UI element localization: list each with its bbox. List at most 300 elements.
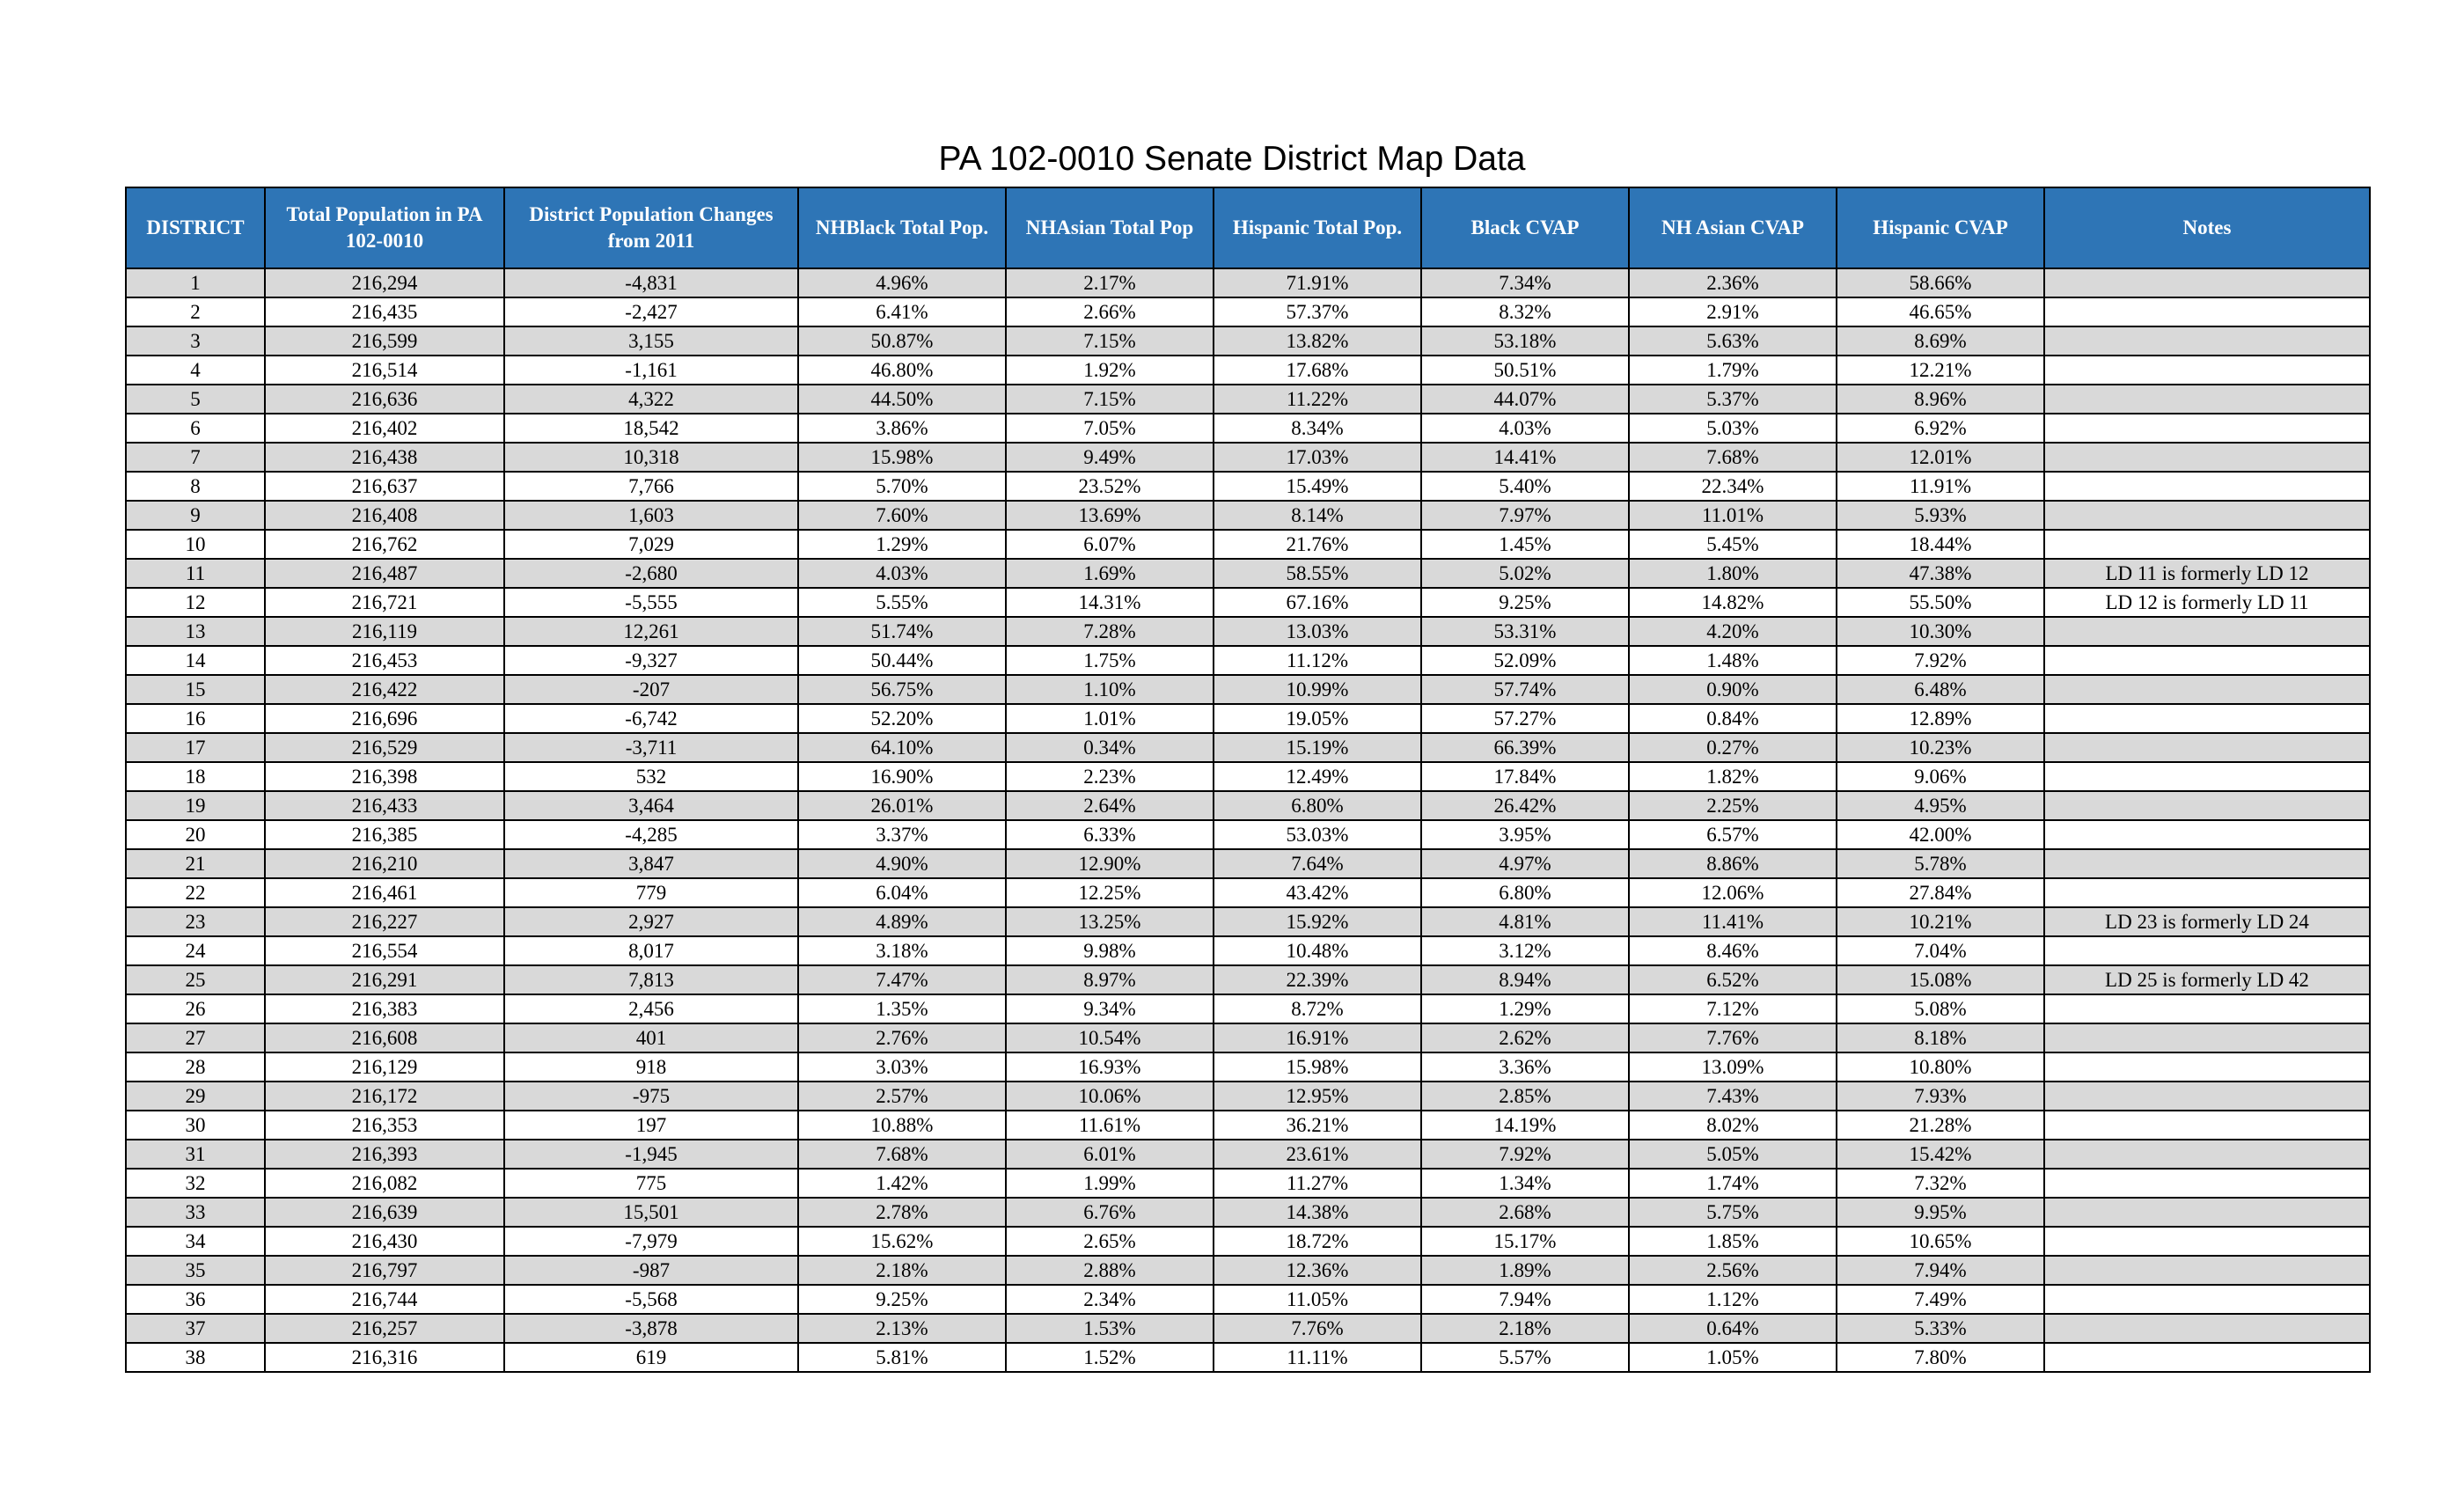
nhasian-total-pop-cell: 2.65% (1006, 1227, 1214, 1256)
hispanic-cvap-cell: 6.92% (1837, 414, 2044, 443)
nhasian-total-pop-cell: 6.07% (1006, 530, 1214, 559)
hispanic-total-pop-cell: 7.76% (1214, 1314, 1421, 1343)
nhblack-total-pop-cell: 64.10% (798, 733, 1006, 762)
district-cell: 21 (126, 849, 265, 878)
total-population-cell: 216,639 (265, 1198, 504, 1227)
nhblack-total-pop-cell: 2.13% (798, 1314, 1006, 1343)
table-row (126, 1256, 2370, 1285)
hispanic-cvap-cell: 7.93% (1837, 1082, 2044, 1111)
population-change-cell: 7,029 (504, 530, 798, 559)
district-cell: 8 (126, 472, 265, 501)
nhasian-total-pop-cell: 6.76% (1006, 1198, 1214, 1227)
hispanic-cvap-cell: 7.04% (1837, 936, 2044, 965)
population-change-cell: -2,427 (504, 297, 798, 326)
total-population-cell: 216,353 (265, 1111, 504, 1140)
population-change-cell: 15,501 (504, 1198, 798, 1227)
black-cvap-cell: 8.94% (1421, 965, 1629, 994)
total-population-cell: 216,119 (265, 617, 504, 646)
nh-asian-cvap-cell: 5.03% (1629, 414, 1837, 443)
nhasian-total-pop-cell: 10.54% (1006, 1023, 1214, 1052)
notes-cell (2044, 617, 2370, 646)
total-population-cell: 216,696 (265, 704, 504, 733)
black-cvap-cell: 66.39% (1421, 733, 1629, 762)
table-row (126, 530, 2370, 559)
table-row (126, 1111, 2370, 1140)
notes-cell (2044, 356, 2370, 385)
black-cvap-cell: 8.32% (1421, 297, 1629, 326)
notes-cell (2044, 849, 2370, 878)
table-row (126, 675, 2370, 704)
column-header-district: DISTRICT (126, 187, 265, 268)
black-cvap-cell: 50.51% (1421, 356, 1629, 385)
nhblack-total-pop-cell: 2.76% (798, 1023, 1006, 1052)
total-population-cell: 216,435 (265, 297, 504, 326)
black-cvap-cell: 3.36% (1421, 1052, 1629, 1082)
hispanic-cvap-cell: 10.21% (1837, 907, 2044, 936)
district-data-table (125, 187, 2371, 1373)
nhasian-total-pop-cell: 13.69% (1006, 501, 1214, 530)
table-row (126, 878, 2370, 907)
column-header-total-population: Total Population in PA 102-0010 (265, 187, 504, 268)
district-cell: 5 (126, 385, 265, 414)
population-change-cell: 2,456 (504, 994, 798, 1023)
hispanic-total-pop-cell: 19.05% (1214, 704, 1421, 733)
hispanic-total-pop-cell: 67.16% (1214, 588, 1421, 617)
page-title: PA 102-0010 Senate District Map Data (938, 140, 1526, 178)
nhblack-total-pop-cell: 4.90% (798, 849, 1006, 878)
hispanic-total-pop-cell: 8.34% (1214, 414, 1421, 443)
table-row (126, 1343, 2370, 1372)
hispanic-total-pop-cell: 22.39% (1214, 965, 1421, 994)
nhasian-total-pop-cell: 16.93% (1006, 1052, 1214, 1082)
hispanic-total-pop-cell: 17.68% (1214, 356, 1421, 385)
table-row (126, 588, 2370, 617)
hispanic-total-pop-cell: 11.27% (1214, 1169, 1421, 1198)
nhblack-total-pop-cell: 51.74% (798, 617, 1006, 646)
total-population-cell: 216,529 (265, 733, 504, 762)
hispanic-cvap-cell: 7.92% (1837, 646, 2044, 675)
table-row (126, 1285, 2370, 1314)
notes-cell (2044, 326, 2370, 356)
hispanic-total-pop-cell: 12.36% (1214, 1256, 1421, 1285)
nhasian-total-pop-cell: 10.06% (1006, 1082, 1214, 1111)
nhblack-total-pop-cell: 2.18% (798, 1256, 1006, 1285)
hispanic-cvap-cell: 5.33% (1837, 1314, 2044, 1343)
nh-asian-cvap-cell: 1.05% (1629, 1343, 1837, 1372)
notes-cell (2044, 878, 2370, 907)
district-cell: 18 (126, 762, 265, 791)
hispanic-cvap-cell: 21.28% (1837, 1111, 2044, 1140)
nhblack-total-pop-cell: 50.44% (798, 646, 1006, 675)
district-cell: 38 (126, 1343, 265, 1372)
column-header-hispanic-cvap: Hispanic CVAP (1837, 187, 2044, 268)
table-row (126, 1227, 2370, 1256)
nh-asian-cvap-cell: 7.68% (1629, 443, 1837, 472)
table-row (126, 414, 2370, 443)
hispanic-total-pop-cell: 17.03% (1214, 443, 1421, 472)
district-cell: 10 (126, 530, 265, 559)
nhblack-total-pop-cell: 3.86% (798, 414, 1006, 443)
table-row (126, 646, 2370, 675)
nh-asian-cvap-cell: 2.25% (1629, 791, 1837, 820)
hispanic-cvap-cell: 47.38% (1837, 559, 2044, 588)
population-change-cell: 918 (504, 1052, 798, 1082)
total-population-cell: 216,294 (265, 268, 504, 297)
black-cvap-cell: 1.89% (1421, 1256, 1629, 1285)
nh-asian-cvap-cell: 1.48% (1629, 646, 1837, 675)
hispanic-cvap-cell: 7.94% (1837, 1256, 2044, 1285)
black-cvap-cell: 44.07% (1421, 385, 1629, 414)
hispanic-cvap-cell: 5.08% (1837, 994, 2044, 1023)
nh-asian-cvap-cell: 0.64% (1629, 1314, 1837, 1343)
total-population-cell: 216,430 (265, 1227, 504, 1256)
hispanic-total-pop-cell: 15.49% (1214, 472, 1421, 501)
hispanic-cvap-cell: 7.80% (1837, 1343, 2044, 1372)
notes-cell (2044, 675, 2370, 704)
population-change-cell: -6,742 (504, 704, 798, 733)
nh-asian-cvap-cell: 0.84% (1629, 704, 1837, 733)
total-population-cell: 216,438 (265, 443, 504, 472)
nhblack-total-pop-cell: 5.70% (798, 472, 1006, 501)
total-population-cell: 216,636 (265, 385, 504, 414)
district-cell: 33 (126, 1198, 265, 1227)
nhasian-total-pop-cell: 11.61% (1006, 1111, 1214, 1140)
table-row (126, 1198, 2370, 1227)
total-population-cell: 216,797 (265, 1256, 504, 1285)
district-cell: 6 (126, 414, 265, 443)
hispanic-total-pop-cell: 12.95% (1214, 1082, 1421, 1111)
nhasian-total-pop-cell: 9.98% (1006, 936, 1214, 965)
district-cell: 12 (126, 588, 265, 617)
nhasian-total-pop-cell: 1.99% (1006, 1169, 1214, 1198)
population-change-cell: 197 (504, 1111, 798, 1140)
table-row (126, 443, 2370, 472)
district-cell: 29 (126, 1082, 265, 1111)
nhasian-total-pop-cell: 6.33% (1006, 820, 1214, 849)
total-population-cell: 216,385 (265, 820, 504, 849)
column-header-notes: Notes (2044, 187, 2370, 268)
hispanic-cvap-cell: 8.18% (1837, 1023, 2044, 1052)
black-cvap-cell: 15.17% (1421, 1227, 1629, 1256)
population-change-cell: -987 (504, 1256, 798, 1285)
black-cvap-cell: 6.80% (1421, 878, 1629, 907)
hispanic-cvap-cell: 15.08% (1837, 965, 2044, 994)
population-change-cell: 619 (504, 1343, 798, 1372)
nhblack-total-pop-cell: 1.35% (798, 994, 1006, 1023)
nhblack-total-pop-cell: 7.68% (798, 1140, 1006, 1169)
total-population-cell: 216,461 (265, 878, 504, 907)
black-cvap-cell: 1.34% (1421, 1169, 1629, 1198)
total-population-cell: 216,129 (265, 1052, 504, 1082)
notes-cell (2044, 443, 2370, 472)
hispanic-total-pop-cell: 13.03% (1214, 617, 1421, 646)
nhblack-total-pop-cell: 4.03% (798, 559, 1006, 588)
total-population-cell: 216,453 (265, 646, 504, 675)
table-row (126, 617, 2370, 646)
nh-asian-cvap-cell: 1.74% (1629, 1169, 1837, 1198)
total-population-cell: 216,172 (265, 1082, 504, 1111)
table-row (126, 472, 2370, 501)
population-change-cell: 12,261 (504, 617, 798, 646)
black-cvap-cell: 3.12% (1421, 936, 1629, 965)
nh-asian-cvap-cell: 13.09% (1629, 1052, 1837, 1082)
hispanic-cvap-cell: 5.78% (1837, 849, 2044, 878)
hispanic-cvap-cell: 6.48% (1837, 675, 2044, 704)
notes-cell (2044, 1140, 2370, 1169)
hispanic-total-pop-cell: 13.82% (1214, 326, 1421, 356)
nhasian-total-pop-cell: 2.64% (1006, 791, 1214, 820)
nh-asian-cvap-cell: 1.12% (1629, 1285, 1837, 1314)
notes-cell: LD 12 is formerly LD 11 (2044, 588, 2370, 617)
hispanic-cvap-cell: 11.91% (1837, 472, 2044, 501)
district-cell: 23 (126, 907, 265, 936)
district-cell: 25 (126, 965, 265, 994)
hispanic-cvap-cell: 5.93% (1837, 501, 2044, 530)
nhasian-total-pop-cell: 2.23% (1006, 762, 1214, 791)
hispanic-cvap-cell: 7.32% (1837, 1169, 2044, 1198)
population-change-cell: -4,831 (504, 268, 798, 297)
nh-asian-cvap-cell: 11.01% (1629, 501, 1837, 530)
nhasian-total-pop-cell: 1.52% (1006, 1343, 1214, 1372)
nh-asian-cvap-cell: 1.85% (1629, 1227, 1837, 1256)
total-population-cell: 216,383 (265, 994, 504, 1023)
district-cell: 37 (126, 1314, 265, 1343)
nhblack-total-pop-cell: 4.96% (798, 268, 1006, 297)
notes-cell (2044, 1343, 2370, 1372)
black-cvap-cell: 2.18% (1421, 1314, 1629, 1343)
nhasian-total-pop-cell: 2.66% (1006, 297, 1214, 326)
nh-asian-cvap-cell: 8.02% (1629, 1111, 1837, 1140)
column-header-population-change: District Population Changes from 2011 (504, 187, 798, 268)
nhblack-total-pop-cell: 2.78% (798, 1198, 1006, 1227)
nh-asian-cvap-cell: 1.80% (1629, 559, 1837, 588)
column-header-nhasian-total-pop: NHAsian Total Pop (1006, 187, 1214, 268)
hispanic-total-pop-cell: 8.72% (1214, 994, 1421, 1023)
notes-cell (2044, 1023, 2370, 1052)
table-row (126, 733, 2370, 762)
nhblack-total-pop-cell: 1.42% (798, 1169, 1006, 1198)
nhasian-total-pop-cell: 23.52% (1006, 472, 1214, 501)
black-cvap-cell: 2.62% (1421, 1023, 1629, 1052)
nhblack-total-pop-cell: 10.88% (798, 1111, 1006, 1140)
nhasian-total-pop-cell: 7.15% (1006, 326, 1214, 356)
nh-asian-cvap-cell: 6.57% (1629, 820, 1837, 849)
total-population-cell: 216,227 (265, 907, 504, 936)
notes-cell (2044, 936, 2370, 965)
nhasian-total-pop-cell: 7.28% (1006, 617, 1214, 646)
total-population-cell: 216,408 (265, 501, 504, 530)
district-cell: 11 (126, 559, 265, 588)
hispanic-cvap-cell: 9.06% (1837, 762, 2044, 791)
column-header-black-cvap: Black CVAP (1421, 187, 1629, 268)
total-population-cell: 216,316 (265, 1343, 504, 1372)
black-cvap-cell: 57.27% (1421, 704, 1629, 733)
nhasian-total-pop-cell: 1.92% (1006, 356, 1214, 385)
nhasian-total-pop-cell: 1.69% (1006, 559, 1214, 588)
notes-cell: LD 11 is formerly LD 12 (2044, 559, 2370, 588)
nhasian-total-pop-cell: 9.34% (1006, 994, 1214, 1023)
black-cvap-cell: 3.95% (1421, 820, 1629, 849)
notes-cell (2044, 1256, 2370, 1285)
nhblack-total-pop-cell: 6.41% (798, 297, 1006, 326)
nh-asian-cvap-cell: 2.36% (1629, 268, 1837, 297)
black-cvap-cell: 5.40% (1421, 472, 1629, 501)
nhasian-total-pop-cell: 1.75% (1006, 646, 1214, 675)
nhasian-total-pop-cell: 12.25% (1006, 878, 1214, 907)
hispanic-total-pop-cell: 43.42% (1214, 878, 1421, 907)
district-cell: 4 (126, 356, 265, 385)
notes-cell (2044, 820, 2370, 849)
nhasian-total-pop-cell: 12.90% (1006, 849, 1214, 878)
population-change-cell: -2,680 (504, 559, 798, 588)
nhblack-total-pop-cell: 4.89% (798, 907, 1006, 936)
nhasian-total-pop-cell: 2.17% (1006, 268, 1214, 297)
black-cvap-cell: 2.68% (1421, 1198, 1629, 1227)
population-change-cell: 4,322 (504, 385, 798, 414)
district-cell: 20 (126, 820, 265, 849)
hispanic-cvap-cell: 58.66% (1837, 268, 2044, 297)
district-cell: 9 (126, 501, 265, 530)
nh-asian-cvap-cell: 5.63% (1629, 326, 1837, 356)
population-change-cell: 779 (504, 878, 798, 907)
nh-asian-cvap-cell: 5.75% (1629, 1198, 1837, 1227)
notes-cell (2044, 646, 2370, 675)
nh-asian-cvap-cell: 5.45% (1629, 530, 1837, 559)
district-cell: 30 (126, 1111, 265, 1140)
nhasian-total-pop-cell: 13.25% (1006, 907, 1214, 936)
hispanic-total-pop-cell: 36.21% (1214, 1111, 1421, 1140)
black-cvap-cell: 7.97% (1421, 501, 1629, 530)
population-change-cell: -3,878 (504, 1314, 798, 1343)
hispanic-cvap-cell: 8.96% (1837, 385, 2044, 414)
notes-cell (2044, 501, 2370, 530)
column-header-hispanic-total-pop: Hispanic Total Pop. (1214, 187, 1421, 268)
population-change-cell: 1,603 (504, 501, 798, 530)
total-population-cell: 216,422 (265, 675, 504, 704)
black-cvap-cell: 53.18% (1421, 326, 1629, 356)
hispanic-total-pop-cell: 53.03% (1214, 820, 1421, 849)
black-cvap-cell: 52.09% (1421, 646, 1629, 675)
black-cvap-cell: 7.92% (1421, 1140, 1629, 1169)
hispanic-cvap-cell: 27.84% (1837, 878, 2044, 907)
population-change-cell: 7,813 (504, 965, 798, 994)
district-cell: 15 (126, 675, 265, 704)
population-change-cell: -1,161 (504, 356, 798, 385)
nh-asian-cvap-cell: 2.56% (1629, 1256, 1837, 1285)
nh-asian-cvap-cell: 2.91% (1629, 297, 1837, 326)
nh-asian-cvap-cell: 1.79% (1629, 356, 1837, 385)
black-cvap-cell: 14.19% (1421, 1111, 1629, 1140)
hispanic-total-pop-cell: 11.22% (1214, 385, 1421, 414)
nhasian-total-pop-cell: 1.10% (1006, 675, 1214, 704)
hispanic-cvap-cell: 10.30% (1837, 617, 2044, 646)
district-cell: 28 (126, 1052, 265, 1082)
table-row (126, 268, 2370, 297)
population-change-cell: 3,847 (504, 849, 798, 878)
nh-asian-cvap-cell: 4.20% (1629, 617, 1837, 646)
total-population-cell: 216,398 (265, 762, 504, 791)
nhblack-total-pop-cell: 52.20% (798, 704, 1006, 733)
district-cell: 27 (126, 1023, 265, 1052)
nhblack-total-pop-cell: 16.90% (798, 762, 1006, 791)
population-change-cell: -3,711 (504, 733, 798, 762)
hispanic-total-pop-cell: 11.12% (1214, 646, 1421, 675)
hispanic-total-pop-cell: 11.05% (1214, 1285, 1421, 1314)
notes-cell (2044, 268, 2370, 297)
nh-asian-cvap-cell: 8.86% (1629, 849, 1837, 878)
hispanic-total-pop-cell: 6.80% (1214, 791, 1421, 820)
hispanic-cvap-cell: 15.42% (1837, 1140, 2044, 1169)
black-cvap-cell: 17.84% (1421, 762, 1629, 791)
black-cvap-cell: 2.85% (1421, 1082, 1629, 1111)
nhasian-total-pop-cell: 2.88% (1006, 1256, 1214, 1285)
nhblack-total-pop-cell: 56.75% (798, 675, 1006, 704)
notes-cell: LD 25 is formerly LD 42 (2044, 965, 2370, 994)
black-cvap-cell: 1.45% (1421, 530, 1629, 559)
nhasian-total-pop-cell: 1.01% (1006, 704, 1214, 733)
black-cvap-cell: 14.41% (1421, 443, 1629, 472)
nh-asian-cvap-cell: 1.82% (1629, 762, 1837, 791)
notes-cell (2044, 1198, 2370, 1227)
nh-asian-cvap-cell: 14.82% (1629, 588, 1837, 617)
hispanic-total-pop-cell: 57.37% (1214, 297, 1421, 326)
nh-asian-cvap-cell: 7.76% (1629, 1023, 1837, 1052)
district-cell: 14 (126, 646, 265, 675)
black-cvap-cell: 4.03% (1421, 414, 1629, 443)
total-population-cell: 216,744 (265, 1285, 504, 1314)
population-change-cell: -4,285 (504, 820, 798, 849)
nhblack-total-pop-cell: 44.50% (798, 385, 1006, 414)
black-cvap-cell: 1.29% (1421, 994, 1629, 1023)
table-row (126, 965, 2370, 994)
population-change-cell: 2,927 (504, 907, 798, 936)
table-row (126, 1169, 2370, 1198)
hispanic-cvap-cell: 12.01% (1837, 443, 2044, 472)
district-cell: 35 (126, 1256, 265, 1285)
table-row (126, 385, 2370, 414)
table-row (126, 849, 2370, 878)
population-change-cell: 401 (504, 1023, 798, 1052)
hispanic-cvap-cell: 46.65% (1837, 297, 2044, 326)
table-body (126, 268, 2370, 1372)
district-cell: 19 (126, 791, 265, 820)
table-row (126, 1082, 2370, 1111)
hispanic-cvap-cell: 55.50% (1837, 588, 2044, 617)
total-population-cell: 216,762 (265, 530, 504, 559)
black-cvap-cell: 9.25% (1421, 588, 1629, 617)
hispanic-cvap-cell: 12.21% (1837, 356, 2044, 385)
total-population-cell: 216,554 (265, 936, 504, 965)
total-population-cell: 216,402 (265, 414, 504, 443)
notes-cell (2044, 1111, 2370, 1140)
table-row (126, 994, 2370, 1023)
district-cell: 32 (126, 1169, 265, 1198)
hispanic-total-pop-cell: 11.11% (1214, 1343, 1421, 1372)
hispanic-total-pop-cell: 18.72% (1214, 1227, 1421, 1256)
total-population-cell: 216,514 (265, 356, 504, 385)
notes-cell (2044, 994, 2370, 1023)
population-change-cell: -5,555 (504, 588, 798, 617)
total-population-cell: 216,082 (265, 1169, 504, 1198)
district-cell: 24 (126, 936, 265, 965)
district-cell: 26 (126, 994, 265, 1023)
district-cell: 22 (126, 878, 265, 907)
hispanic-cvap-cell: 10.80% (1837, 1052, 2044, 1082)
black-cvap-cell: 4.97% (1421, 849, 1629, 878)
hispanic-total-pop-cell: 8.14% (1214, 501, 1421, 530)
hispanic-cvap-cell: 8.69% (1837, 326, 2044, 356)
hispanic-cvap-cell: 4.95% (1837, 791, 2044, 820)
